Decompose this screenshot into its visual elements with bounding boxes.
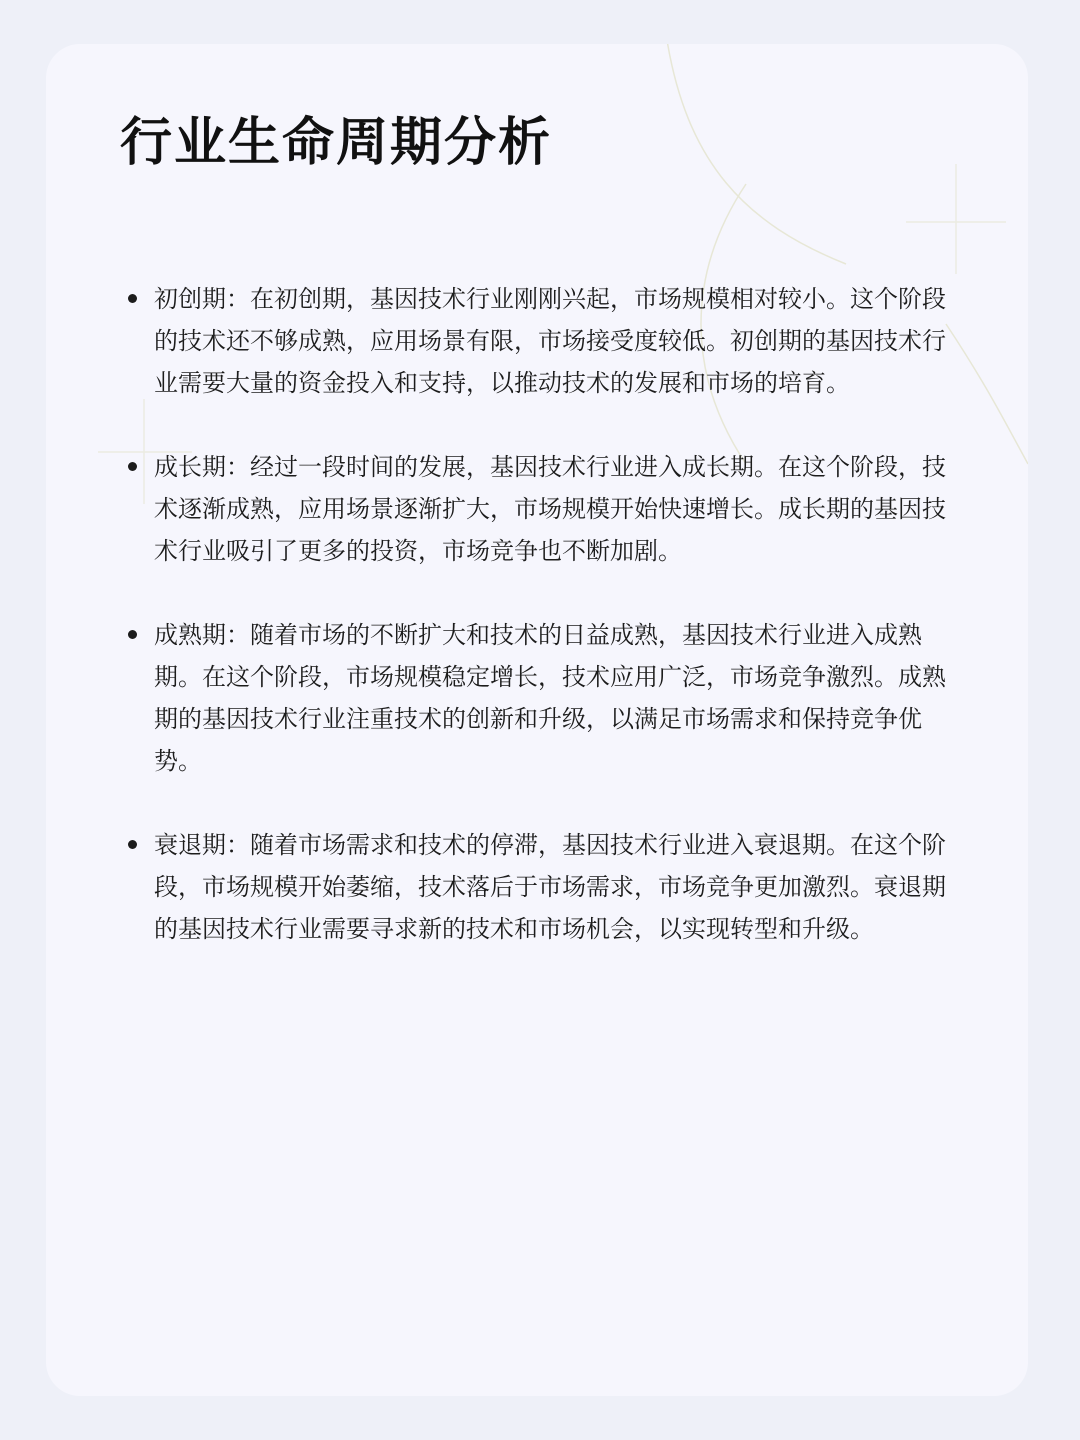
list-item-text: 成长期：经过一段时间的发展，基因技术行业进入成长期。在这个阶段，技术逐渐成熟，应用场景逐渐扩大，市场规模开始快速增长。成长期的基因技术行业吸引了更多的投资，市场竞争也不断加剧。 [154,453,946,565]
page-title: 行业生命周期分析 [120,113,553,173]
list-item [120,278,956,404]
list-item-text: 成熟期：随着市场的不断扩大和技术的日益成熟，基因技术行业进入成熟期。在这个阶段，市场规模稳定增长，技术应用广泛，市场竞争激烈。成熟期的基因技术行业注重技术的创新和升级，以满足市场需求和保持竞争优势。 [154,621,946,775]
bullet-icon [128,462,137,471]
list-item-text: 初创期：在初创期，基因技术行业刚刚兴起，市场规模相对较小。这个阶段的技术还不够成熟，应用场景有限，市场接受度较低。初创期的基因技术行业需要大量的资金投入和支持，以推动技术的发展和市场的培育。 [154,285,946,397]
list-item [120,824,956,950]
list-item [120,446,956,572]
list-item [120,614,956,782]
bullet-icon [128,630,137,639]
bullet-icon [128,294,137,303]
bullet-icon [128,840,137,849]
lifecycle-list [120,278,956,992]
content-card [46,44,1028,1396]
list-item-text: 衰退期：随着市场需求和技术的停滞，基因技术行业进入衰退期。在这个阶段，市场规模开始萎缩，技术落后于市场需求，市场竞争更加激烈。衰退期的基因技术行业需要寻求新的技术和市场机会，以实现转型和升级。 [154,831,946,943]
